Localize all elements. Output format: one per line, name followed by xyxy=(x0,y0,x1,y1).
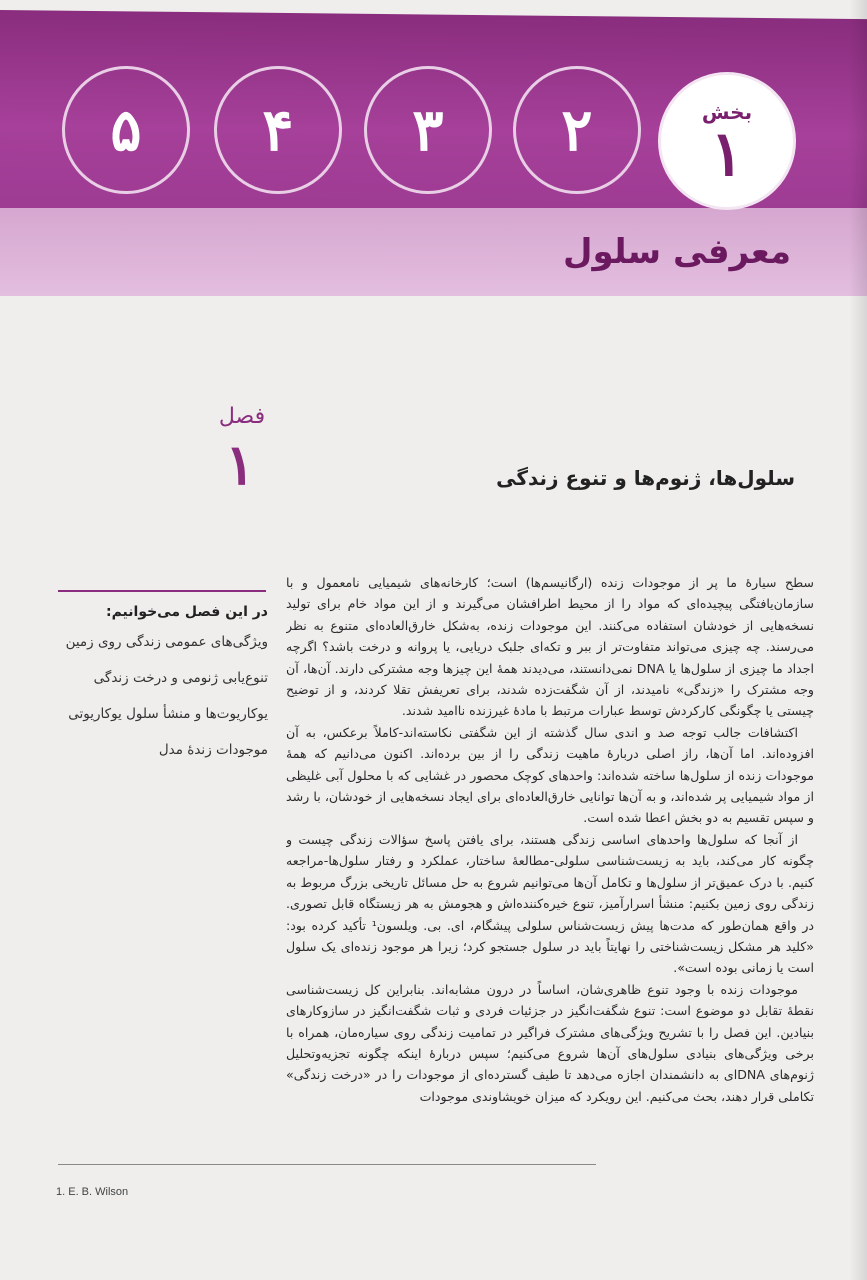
body-paragraph: از آنجا که سلول‌ها واحدهای اساسی زندگی هستند، برای یافتن پاسخ سؤالات زندگی چیست و چگونه کار می‌کند، باید به زیست‌شناسی سلولی-مطالعهٔ ساختار، عملکرد و رفتار سلول‌ها-مراجعه کنیم. با درک عمیق‌تر از سلول‌ها و تکامل آن‌ها می‌توانیم شروع به حل مسائل تاریخی بزرگ مربوط به زندگی روی زمین بکنیم: منشأ اسرارآمیز، تنوع خیره‌کننده‌اش و هجومش به هر زیستگاه قابل تصوری. در واقع همان‌طور که مدت‌ها پیش زیست‌شناس سلولی پیشگام، ای. بی. ویلسون¹ تأکید کرده بود: «کلید هر مشکل زیست‌شناختی را نهایتاً باید در سلول جستجو کرد؛ زیرا هر موجود زنده‌ای یک سلول است یا زمانی بوده است». xyxy=(286,831,814,976)
section-circle-5 xyxy=(62,66,190,194)
sidebar-item: تنوع‌یابی ژنومی و درخت زندگی xyxy=(93,670,268,686)
sidebar-divider xyxy=(58,590,266,592)
sidebar-item: موجودات زندهٔ مدل xyxy=(158,742,268,758)
section-number-active: ۱ xyxy=(710,117,744,190)
body-paragraph: سطح سیارهٔ ما پر از موجودات زنده (ارگانیسم‌ها) است؛ کارخانه‌های شیمیایی نامعمول و با سازمان‌یافتگی پیچیده‌ای که مواد را از محیط اطرافشان می‌گیرند و از این مواد خام برای تولید نسخه‌هایی از خودشان استفاده می‌کنند. این موجودات زنده، به‌شکل خارق‌العاده‌ای متنوع به نظر می‌رسند. چه چیزی می‌تواند متفاوت‌تر از ببر و تکه‌ای جلبک دریایی، یا پروانه و درخت باشد؟ اگرچه اجداد ما چیزی از سلول‌ها یا DNA نمی‌دانستند، می‌دیدند همهٔ این چیزها وجه مشترکی دارند. آن‌ها، آن وجه مشترک را «زندگی» نامیدند، از آن شگفت‌زده شدند، برای تعریفش تقلا کردند، و از توضیح چیستی یا چگونگی کارکردش توسط عبارات مرتبط با مادهٔ غیرزنده ناامید شدند. xyxy=(286,575,814,719)
chapter-number: ۱ xyxy=(224,432,256,498)
section-circle-2 xyxy=(513,66,641,194)
body-text xyxy=(286,572,814,1152)
section-number-2: ۲ xyxy=(561,96,593,164)
body-paragraph: موجودات زنده با وجود تنوع ظاهری‌شان، اساساً در درون مشابه‌اند. بنابراین کل زیست‌شناسی نقطهٔ تقابل دو موضوع است: تنوع شگفت‌انگیز در جزئیات فردی و ثبات شگفت‌انگیز در سازوکارهای بنیادین. این فصل را با تشریح ویژگی‌های مشترک فراگیر در تمامیت زندگی روی سیاره‌مان، همراه با برخی ویژگی‌های بنیادی سلول‌های آن‌ها شروع می‌کنیم؛ سپس دربارهٔ اینکه چگونه تجزیه‌وتحلیل ژنوم‌های DNAای به دانشمندان اجازه می‌دهد تا طیف گسترده‌ای از موجودات را در «درخت زندگی» تکاملی قرار دهند، بحث می‌کنیم. این رویکرد که میزان خویشاوندی موجودات xyxy=(286,981,814,1104)
chapter-title: سلول‌ها، ژنوم‌ها و تنوع زندگی xyxy=(496,466,795,490)
section-label: بخش xyxy=(701,100,753,124)
chapter-label: فصل xyxy=(218,404,266,429)
section-circle-4 xyxy=(214,66,342,194)
chapter-contents-sidebar xyxy=(58,604,268,776)
section-circle-3 xyxy=(364,66,492,194)
section-title: معرفی سلول xyxy=(562,232,791,272)
section-number-3: ۳ xyxy=(412,96,444,164)
section-circle-active xyxy=(658,72,796,210)
sidebar-heading: در این فصل می‌خوانیم: xyxy=(105,604,268,620)
sidebar-item: ویژگی‌های عمومی زندگی روی زمین xyxy=(65,634,268,650)
body-paragraph: اکتشافات جالب توجه صد و اندی سال گذشته از این شگفتی نکاسته‌اند-کاملاً برعکس، به آن افزوده‌اند. اما آن‌ها، راز اصلی دربارهٔ ماهیت زندگی را از بین برده‌اند. اکنون می‌دانیم که همهٔ موجودات زنده از سلول‌ها ساخته شده‌اند: واحدهای کوچک محصور در غشایی که با محلول آبی غلیظی از مواد شیمیایی پر شده‌اند، و به آن‌ها توانایی خارق‌العاده‌ای برای ایجاد نسخه‌هایی از خودشان، با رشد و سپس تقسیم به دو بخش اعطا شده است. xyxy=(286,724,814,826)
sidebar-item: یوکاریوت‌ها و منشأ سلول یوکاریوتی xyxy=(68,706,268,722)
footnote: 1. E. B. Wilson xyxy=(56,1186,129,1198)
page-edge-shadow xyxy=(849,0,867,1280)
section-number-5: ۵ xyxy=(110,96,142,164)
section-number-4: ۴ xyxy=(262,96,294,164)
footnote-divider xyxy=(58,1164,596,1165)
